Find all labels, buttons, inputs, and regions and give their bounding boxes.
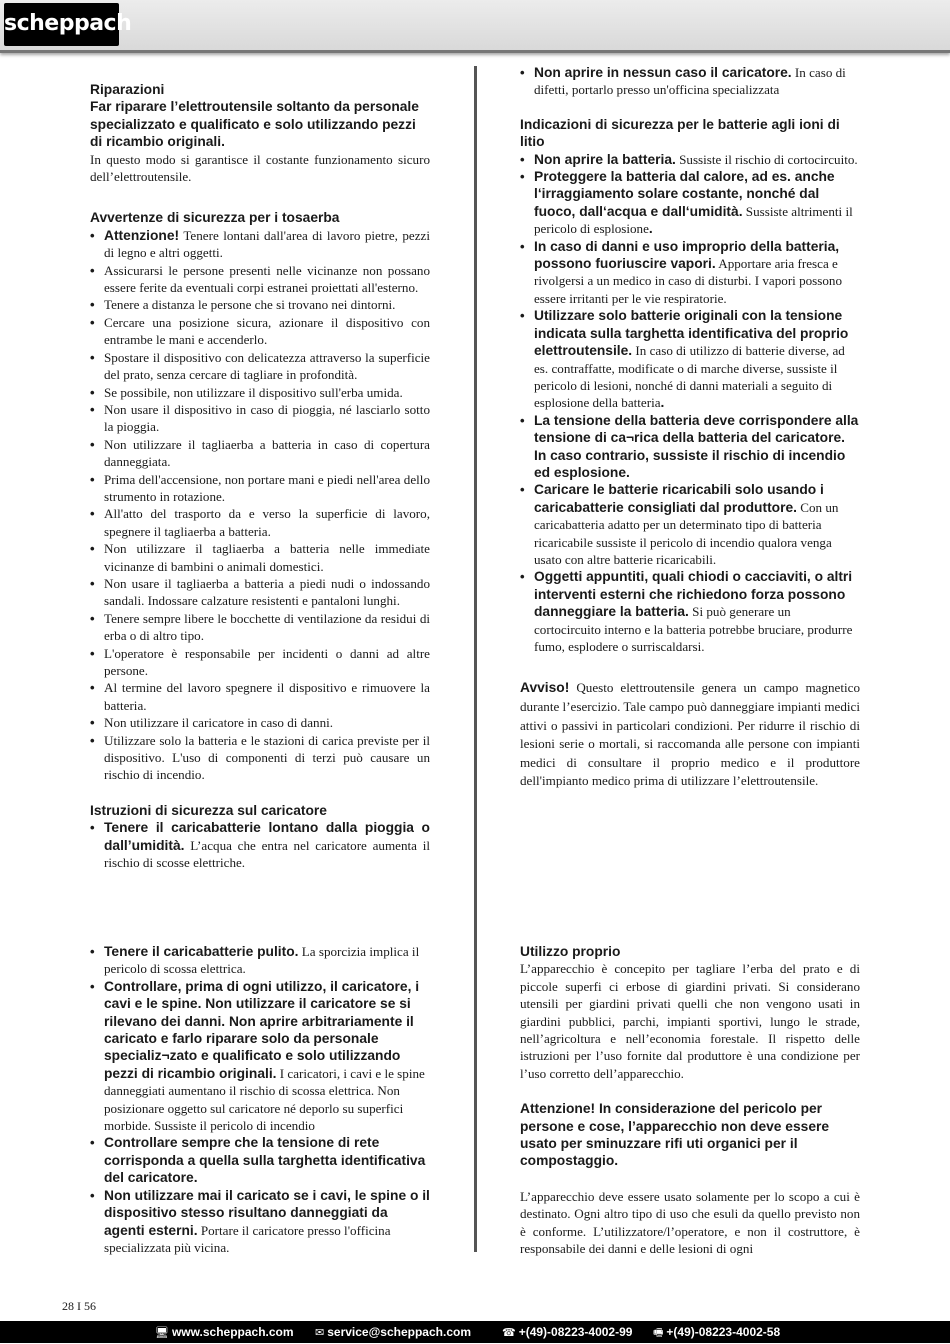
list-item: • Tenere il caricabatterie lontano dalla pioggia o dall’umidità. L’acqua che entra nel caricatore aumenta il rischio di scosse elettriche. (90, 819, 430, 871)
list-item: • Caricare le batterie ricaricabili solo usando i caricabatterie consigliati dal produttore. Con un caricabatteria adatto per un determinato tipo di batteria ricaricabile sussiste il pericolo di incendio qualora venga usato con altre batterie ricaricabili. (520, 481, 860, 568)
list-item: • Non utilizzare il tagliaerba a batteria nelle immediate vicinanze di bambini o animali domestici. (90, 540, 430, 575)
list-item: • Controllare, prima di ogni utilizzo, il caricatore, i cavi e le spine. Non utilizzare il caricatore se si rilevano dei danni. Non aprire arbitrariamente il caricato e farlo riparare solo da personale specializ¬zato e qualificato e solo utilizzando pezzi di ricambio originali. I caricatori, i cavi e le spine danneggiati aumentano il rischio di scossa elettrica. Non posizionare oggetto sul caricatore né deporlo su superfici morbide. Sussiste il pericolo di incendio (90, 978, 430, 1135)
list-item: • Al termine del lavoro spegnere il dispositivo e rimuovere la batteria. (90, 679, 430, 714)
list-item: • Controllare sempre che la tensione di rete corrisponda a quella sulla targhetta identificativa del caricatore. (90, 1134, 430, 1186)
uso-text: L’apparecchio deve essere usato solamente per lo scopo a cui è destinato. Ogni altro tipo di uso che esuli da quello previsto non è conforme. L’utilizzatore/l’operatore, e non il costruttore, è responsabile dei danni e delle lesioni di ogni (520, 1188, 860, 1257)
list-item: • Se possibile, non utilizzare il dispositivo sull'erba umida. (90, 384, 430, 401)
list-item: • Tenere il caricabatterie pulito. La sporcizia implica il pericolo di scossa elettrica. (90, 943, 430, 978)
list-item: • Spostare il dispositivo con delicatezza attraverso la superficie del prato, senza cercare di tagliare in profondità. (90, 349, 430, 384)
list-item: • Non utilizzare il tagliaerba a batteria in caso di copertura danneggiata. (90, 436, 430, 471)
riparazioni-text: In questo modo si garantisce il costante funzionamento sicuro dell’elettroutensile. (90, 151, 430, 185)
list-item: • Utilizzare solo batterie originali con la tensione indicata sulla targhetta identificativa del proprio elettroutensile. In caso di utilizzo di batterie diverse, ad es. contraffatte, modificate o di marche diverse, sussiste il pericolo di lesioni, nonché di danni materiali a seguito di esplosione della batteria. (520, 307, 860, 411)
litio-heading: Indicazioni di sicurezza per le batterie agli ioni di litio (520, 116, 840, 150)
tosaerba-list (90, 227, 430, 784)
list-item: • La tensione della batteria deve corrispondere alla tensione di ca¬rica della batteria del caricatore. In caso contrario, sussiste il rischio di incendio ed esplosione. (520, 412, 860, 482)
list-item: • Non usare il tagliaerba a batteria a piedi nudi o indossando sandali. Indossare calzature resistenti e pantaloni lunghi. (90, 575, 430, 610)
list-item: • All'atto del trasporto da e verso la superficie di lavoro, spegnere il tagliaerba a batteria. (90, 505, 430, 540)
list-item: • Non aprire la batteria. Sussiste il rischio di cortocircuito. (520, 151, 860, 168)
footer-web[interactable]: 🖥 www.scheppach.com (155, 1325, 294, 1339)
litio-list (520, 151, 860, 656)
header-bar (0, 0, 950, 53)
tosaerba-heading: Avvertenze di sicurezza per i tosaerba (90, 210, 340, 226)
caricatore-heading: Istruzioni di sicurezza sul caricatore (90, 802, 327, 818)
caricatore-list (90, 819, 430, 871)
list-item: • L'operatore è responsabile per incidenti o danni ad altre persone. (90, 645, 430, 680)
list-item: • Non utilizzare mai il caricato se i cavi, le spine o il dispositivo stesso risultano danneggiati da agenti esterni. Portare il caricatore presso l'officina specializzata più vicina. (90, 1187, 430, 1257)
right-column-top (520, 64, 860, 791)
left-column-bottom (90, 943, 430, 1256)
riparazioni-bold: Far riparare l’elettroutensile soltanto da personale specializzato e qualificato e solo utilizzando pezzi di ricambio originali. (90, 99, 419, 150)
list-item: • In caso di danni e uso improprio della batteria, possono fuoriuscire vapori. Apportare aria fresca e rivolgersi a un medico in caso di disturbi. I vapori possono essere irritanti per le vie respiratorie. (520, 238, 860, 308)
avviso-paragraph: Avviso! Questo elettroutensile genera un campo magnetico durante l’esercizio. Tale campo può danneggiare impianti medici attivi o passivi in particolari condizioni. Per ridurre il rischio di lesioni serie o mortali, si raccomanda alle persone con impianti medici di consultare il proprio medico e il produttore dell'impianto medico prima di utilizzare l’elettroutensile. (520, 680, 860, 789)
caricatore-list-continued (90, 943, 430, 1256)
list-item: • Tenere a distanza le persone che si trovano nei dintorni. (90, 296, 430, 313)
column-divider (474, 66, 477, 1252)
attenzione-paragraph: Attenzione! In considerazione del pericolo per persone e cose, l’apparecchio non deve essere usato per sminuzzare rifi uti organici per il compostaggio. (520, 1101, 830, 1169)
list-item: • Utilizzare solo la batteria e le stazioni di carica previste per il dispositivo. L'uso di componenti di terzi può causare un rischio di incendio. (90, 732, 430, 784)
list-item: • Oggetti appuntiti, quali chiodi o cacciaviti, o altri interventi esterni che richiedono forza possono danneggiare la batteria. Si può generare un cortocircuito interno e la batteria potrebbe bruciare, produrre fumo, esplodere o surriscaldarsi. (520, 568, 860, 655)
list-item: • Non usare il dispositivo in caso di pioggia, né lasciarlo sotto la pioggia. (90, 401, 430, 436)
page-number: 28 I 56 (62, 1299, 96, 1313)
footer-fax: 🖷 +(49)-08223-4002-58 (653, 1325, 781, 1339)
phone-icon: ☎ (502, 1327, 516, 1339)
list-item: • Tenere sempre libere le bocchette di ventilazione da residui di erba o di altro tipo. (90, 610, 430, 645)
left-column-top (90, 81, 430, 871)
list-item: • Prima dell'accensione, non portare mani e piedi nell'area dello strumento in rotazione. (90, 471, 430, 506)
list-item: • Proteggere la batteria dal calore, ad es. anche l‘irraggiamento solare costante, nonché dal fuoco, dall‘acqua e dall‘umidità. Sussiste altrimenti il pericolo di esplosione. (520, 168, 860, 238)
utilizzo-heading: Utilizzo proprio (520, 944, 621, 959)
list-item: • Assicurarsi le persone presenti nelle vicinanze non possano essere ferite da eventuali corpi estranei proiettati all'esterno. (90, 262, 430, 297)
list-item: • Non utilizzare il caricatore in caso di danni. (90, 714, 430, 731)
utilizzo-text: L’apparecchio è concepito per tagliare l’erba del prato e di piccole superfi ci erbose di giardini privati. Si considerano utensili per giardini privati quelli che non vengono usati in giardini pubblici, parchi, impianti sportivi, lungo le strade, nell’agricoltura e nell’economia forestale. Il rispetto delle istruzioni per l’uso fornite dal produttore è una condizione per l’uso corretto dell’apparecchio. (520, 961, 860, 1081)
list-item: • Non aprire in nessun caso il caricatore. In caso di difetti, portarlo presso un'officina specializzata (520, 64, 860, 99)
caricatore-list-right (520, 64, 860, 99)
mail-icon: ✉ (315, 1327, 325, 1339)
monitor-icon: 🖥 (155, 1327, 169, 1339)
list-item: • Attenzione! Tenere lontani dall'area di lavoro pietre, pezzi di legno e altri oggetti. (90, 227, 430, 262)
fax-icon: 🖷 (653, 1327, 664, 1339)
list-item: • Cercare una posizione sicura, azionare il dispositivo con entrambe le mani e accenderlo. (90, 314, 430, 349)
footer-bar (0, 1321, 950, 1343)
right-column-bottom (520, 943, 860, 1258)
riparazioni-heading: Riparazioni (90, 82, 165, 97)
footer-phone: ☎ +(49)-08223-4002-99 (502, 1325, 633, 1339)
footer-email[interactable]: ✉ service@scheppach.com (315, 1325, 471, 1339)
scheppach-logo: scheppach (4, 3, 119, 46)
